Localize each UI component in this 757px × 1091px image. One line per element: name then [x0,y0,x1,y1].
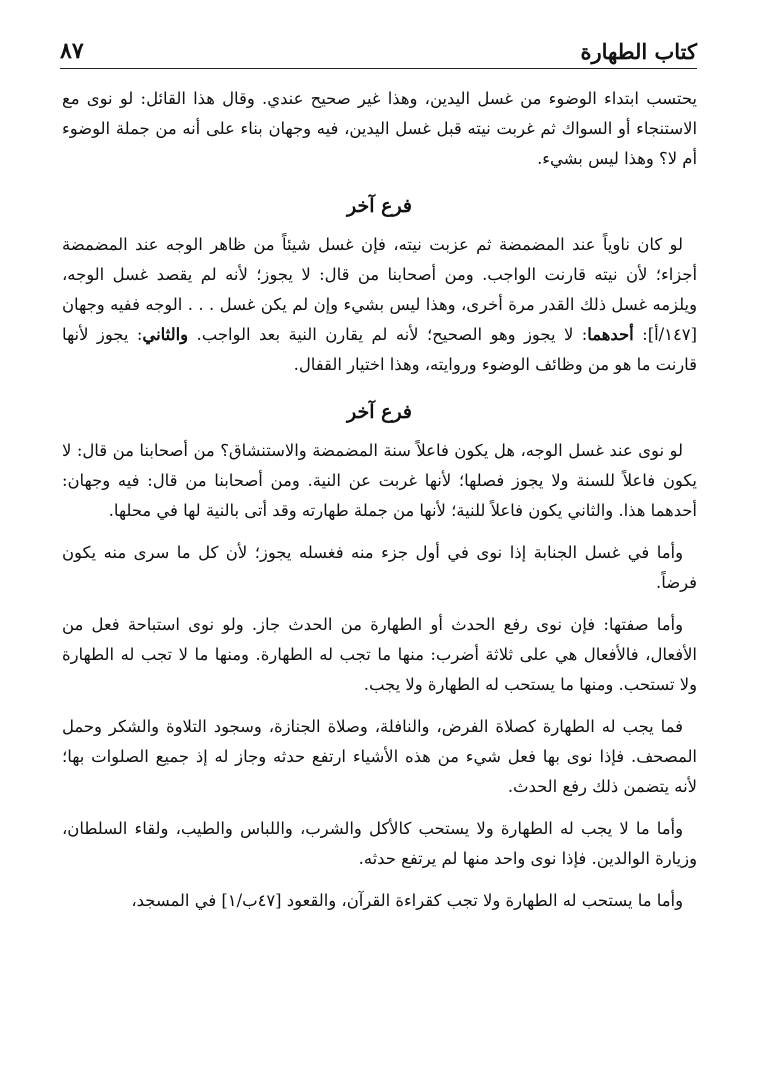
paragraph-6: فما يجب له الطهارة كصلاة الفرض، والنافلة، وصلاة الجنازة، وسجود التلاوة والشكر وحمل المصحف. فإذا نوى بها فعل شيء من هذه الأشياء ارتفع حدثه وجاز له إذ جميع الصلوات بها؛ لأنه يتضمن ذلك رفع الحدث. [62,717,697,796]
paragraph-2-text: لو كان ناوياً عند المضمضة ثم عزبت نيته، فإن غسل شيئاً من ظاهر الوجه عند المضمضة أجزاء؛ لأن نيته قارنت الواجب. ومن أصحابنا من قال: لا يجوز؛ لأنه لم يقصد غسل الوجه، ويلزمه غسل ذلك القدر مرة أخرى، وهذا ليس بشيء وإن لم يكن غسل . . . الوجه ففيه وجهان [١٤٧/أ]: [62,235,697,344]
paragraph-4: وأما في غسل الجنابة إذا نوى في أول جزء منه فغسله يجوز؛ لأن كل ما سرى منه يكون فرضاً. [62,543,697,592]
paragraph-2-middle: : لا يجوز وهو الصحيح؛ لأنه لم يقارن النية بعد الواجب. [196,325,588,344]
paragraph-2-term-first: أحدهما [587,325,634,344]
section-heading-1: فرع آخر [346,195,413,217]
paragraph-5: وأما صفتها: فإن نوى رفع الحدث أو الطهارة من الحدث جاز. ولو نوى استباحة فعل من الأفعال، فالأفعال هي على ثلاثة أضرب: منها ما تجب له الطهارة. ومنها ما لا تجب له الطهارة ولا تستحب. ومنها ما يستحب له الطهارة ولا يجب. [62,615,697,694]
section-heading-2: فرع آخر [346,401,413,423]
page-header [60,28,697,69]
paragraph-3: لو نوى عند غسل الوجه، هل يكون فاعلاً سنة المضمضة والاستنشاق؟ من أصحابنا من قال: لا يكون فاعلاً للسنة ولا يجوز فصلها؛ لأنها غربت عن النية. ومن أصحابنا من قال: فيه وجهان: أحدهما هذا. والثاني يكون فاعلاً للنية؛ لأنها من جملة طهارته وقد أتى بالنية لها في محلها. [62,441,697,520]
paragraph-2-end: : يجوز لأنها قارنت ما هو من وظائف الوضوء وروايته، وهذا اختيار القفال. [62,325,697,374]
book-title: كتاب الطهارة [580,39,697,64]
paragraph-2 [62,230,697,380]
paragraph-8: وأما ما يستحب له الطهارة ولا تجب كقراءة القرآن، والقعود [٤٧ب/١] في المسجد، [131,891,683,910]
page-number: ٨٧ [60,38,84,64]
paragraph-7: وأما ما لا يجب له الطهارة ولا يستحب كالأكل والشرب، واللباس والطيب، ولقاء السلطان، وزيارة الوالدين. فإذا نوى واحد منها لم يرتفع حدثه. [62,819,697,868]
page-body [62,84,697,928]
paragraph-2-term-second: والثاني [142,325,189,344]
paragraph-1: يحتسب ابتداء الوضوء من غسل اليدين، وهذا غير صحيح عندي. وقال هذا القائل: لو نوى مع الاستنجاء أو السواك ثم غربت نيته قبل غسل اليدين، فيه وجهان بناء على أنه من جملة الوضوء أم لا؟ وهذا ليس بشيء. [62,89,697,168]
